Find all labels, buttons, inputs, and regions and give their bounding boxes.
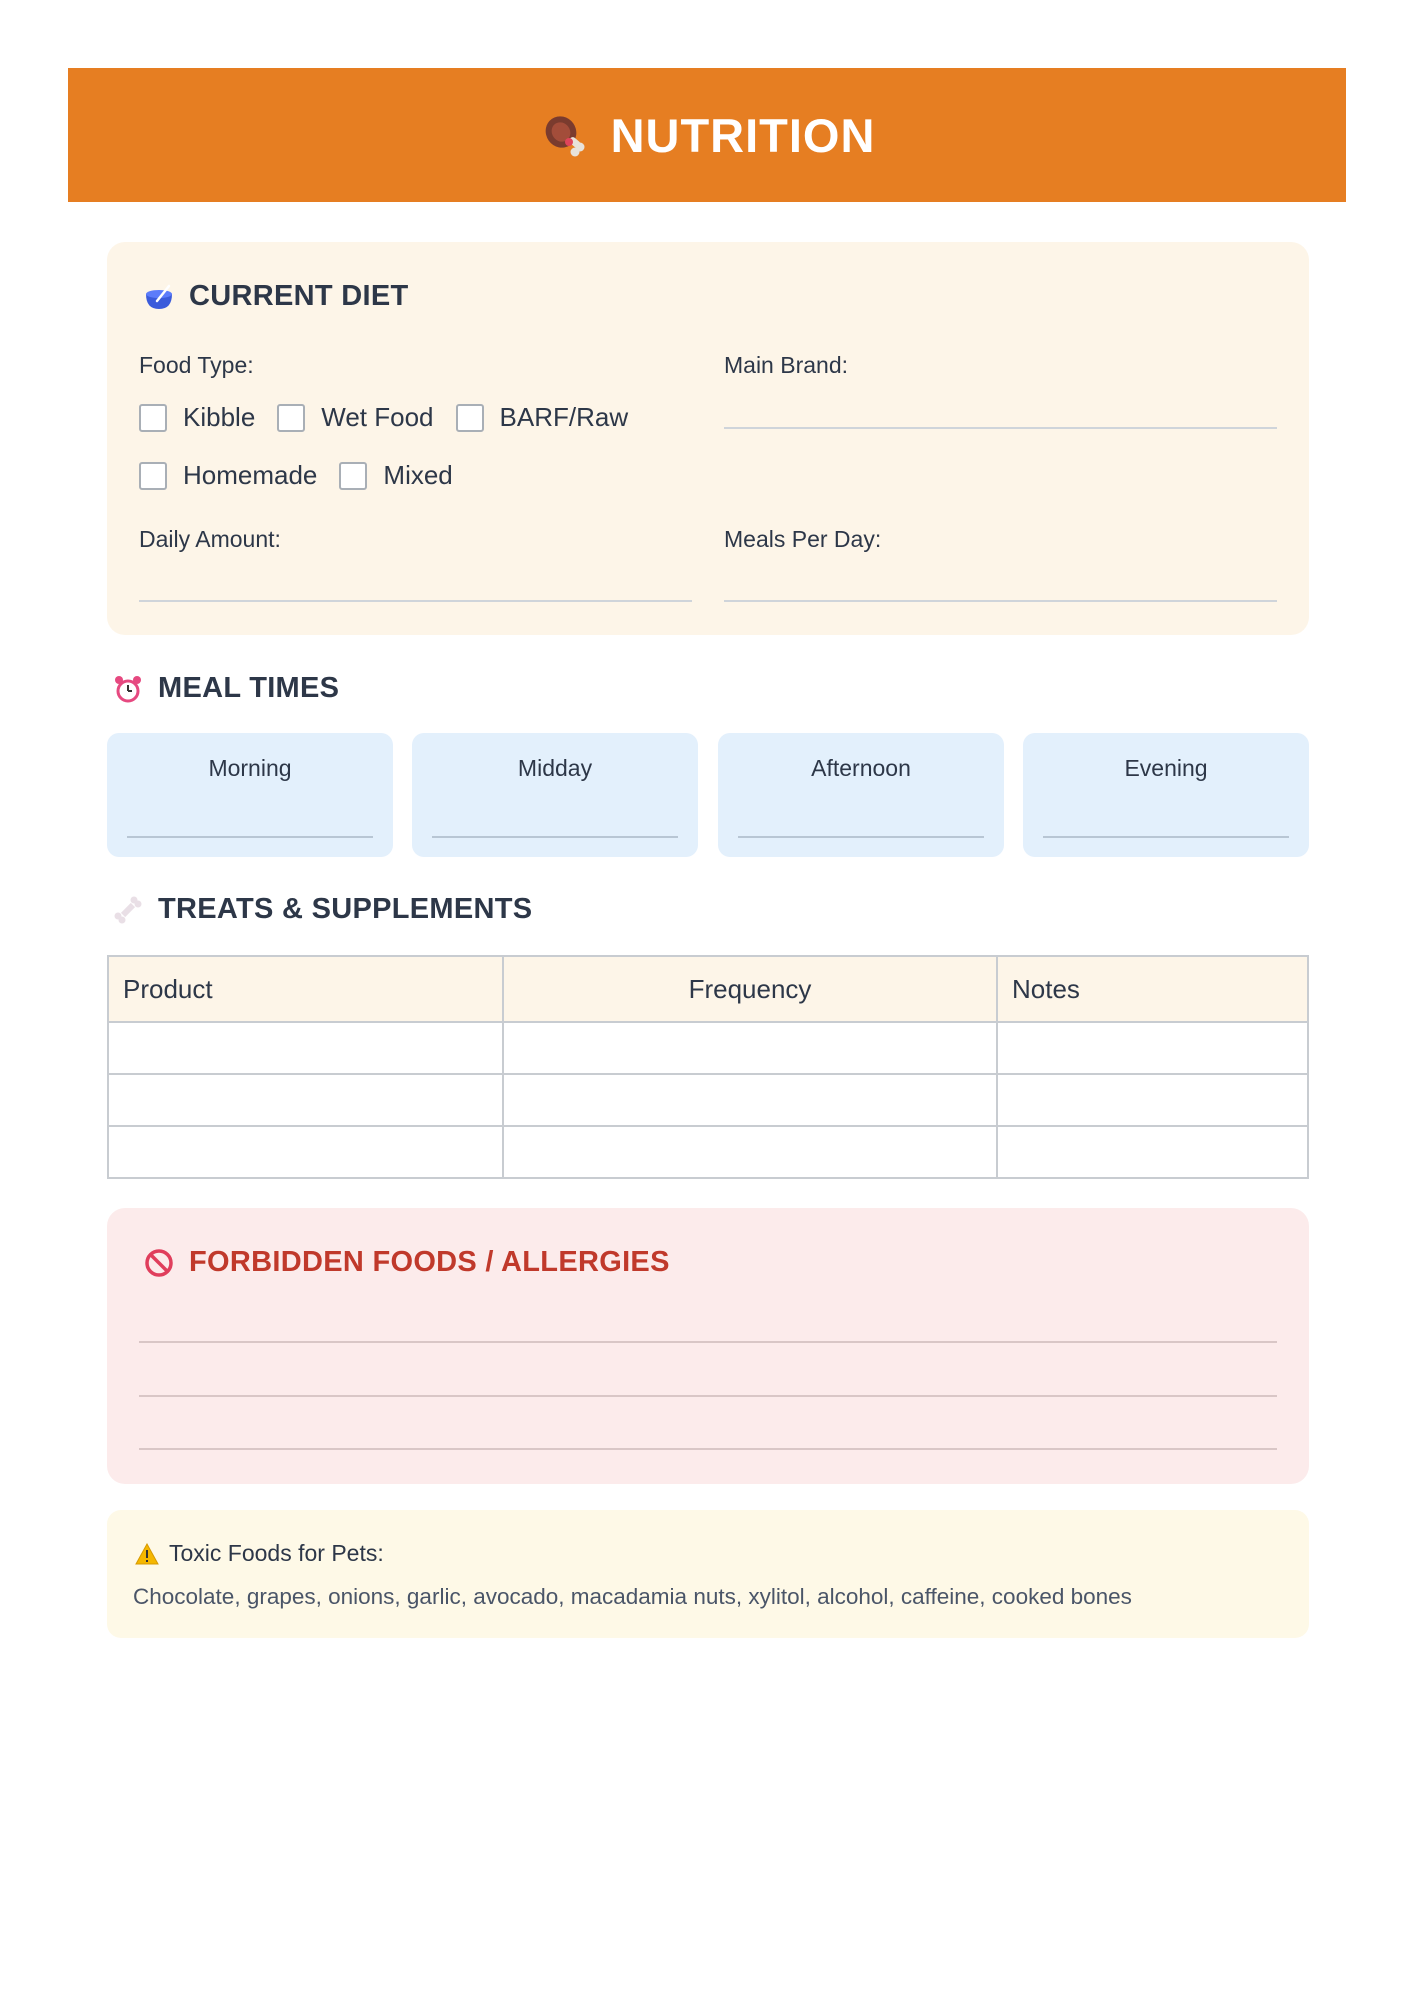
alarm-clock-icon (112, 673, 144, 705)
food-type-row-1 (139, 402, 650, 433)
food-type-option[interactable] (139, 460, 317, 491)
wet-food-label: Wet Food (321, 402, 434, 432)
homemade-checkbox[interactable] (139, 462, 167, 490)
daily-amount-label: Daily Amount: (139, 526, 281, 552)
treats-table (107, 955, 1309, 1179)
forbidden-foods-title: FORBIDDEN FOODS / ALLERGIES (189, 1246, 670, 1278)
main-brand-field[interactable] (724, 427, 1277, 429)
kibble-label: Kibble (183, 402, 256, 432)
table-header-row (108, 956, 1308, 1022)
table-row (108, 1022, 1308, 1074)
bone-icon (112, 894, 144, 926)
food-type-row-2 (139, 460, 475, 491)
current-diet-title: CURRENT DIET (189, 280, 409, 312)
food-type-option[interactable] (339, 460, 452, 491)
main-brand-label: Main Brand: (724, 352, 849, 378)
table-row (108, 1074, 1308, 1126)
food-type-option[interactable] (277, 402, 433, 433)
table-cell[interactable] (108, 1126, 503, 1178)
current-diet-section (107, 242, 1309, 635)
table-cell[interactable] (503, 1074, 997, 1126)
forbidden-foods-line[interactable] (139, 1341, 1277, 1343)
current-diet-heading (143, 280, 409, 313)
meal-slot-label: Afternoon (811, 755, 911, 781)
column-header-product: Product (108, 956, 503, 1022)
meal-times-title: MEAL TIMES (158, 672, 340, 704)
toxic-foods-list: Chocolate, grapes, onions, garlic, avocado, macadamia nuts, xylitol, alcohol, caffeine, cooked bones (133, 1584, 1132, 1609)
wet-food-checkbox[interactable] (277, 404, 305, 432)
daily-amount-field[interactable] (139, 600, 692, 602)
meal-slot-label: Morning (208, 755, 292, 781)
mixed-checkbox[interactable] (339, 462, 367, 490)
meat-on-bone-icon (539, 110, 589, 160)
toxic-foods-note (107, 1510, 1309, 1638)
barf-raw-label: BARF/Raw (499, 402, 629, 432)
page-header (68, 68, 1346, 202)
barf-raw-checkbox[interactable] (456, 404, 484, 432)
table-cell[interactable] (997, 1126, 1308, 1178)
prohibited-icon (143, 1247, 175, 1279)
food-type-label: Food Type: (139, 352, 254, 378)
meals-per-day-field[interactable] (724, 600, 1277, 602)
mixed-label: Mixed (383, 460, 453, 490)
homemade-label: Homemade (183, 460, 318, 490)
meal-slot-evening[interactable] (1023, 733, 1309, 857)
kibble-checkbox[interactable] (139, 404, 167, 432)
meal-slot-field[interactable] (432, 836, 678, 838)
table-cell[interactable] (503, 1126, 997, 1178)
meal-slot-midday[interactable] (412, 733, 698, 857)
table-row (108, 1126, 1308, 1178)
meal-slot-afternoon[interactable] (718, 733, 1004, 857)
toxic-foods-heading (135, 1540, 384, 1567)
bowl-icon (143, 281, 175, 313)
table-cell[interactable] (997, 1074, 1308, 1126)
food-type-option[interactable] (456, 402, 629, 433)
column-header-frequency: Frequency (503, 956, 997, 1022)
meals-per-day-label: Meals Per Day: (724, 526, 882, 552)
forbidden-foods-section (107, 1208, 1309, 1484)
meal-slot-field[interactable] (127, 836, 373, 838)
meal-slot-label: Evening (1124, 755, 1208, 781)
table-cell[interactable] (997, 1022, 1308, 1074)
treats-heading (112, 893, 532, 926)
table-cell[interactable] (108, 1022, 503, 1074)
forbidden-foods-line[interactable] (139, 1448, 1277, 1450)
food-type-option[interactable] (139, 402, 255, 433)
column-header-notes: Notes (997, 956, 1308, 1022)
meal-slot-label: Midday (517, 755, 593, 781)
meal-slot-morning[interactable] (107, 733, 393, 857)
treats-title: TREATS & SUPPLEMENTS (158, 893, 533, 925)
page-title: NUTRITION (610, 108, 876, 162)
meal-slot-field[interactable] (738, 836, 984, 838)
forbidden-foods-heading (143, 1246, 670, 1279)
meal-slot-field[interactable] (1043, 836, 1289, 838)
warning-icon (135, 1543, 159, 1565)
toxic-foods-title: Toxic Foods for Pets: (169, 1540, 384, 1566)
table-cell[interactable] (108, 1074, 503, 1126)
meal-times-heading (112, 672, 339, 705)
forbidden-foods-line[interactable] (139, 1395, 1277, 1397)
table-cell[interactable] (503, 1022, 997, 1074)
